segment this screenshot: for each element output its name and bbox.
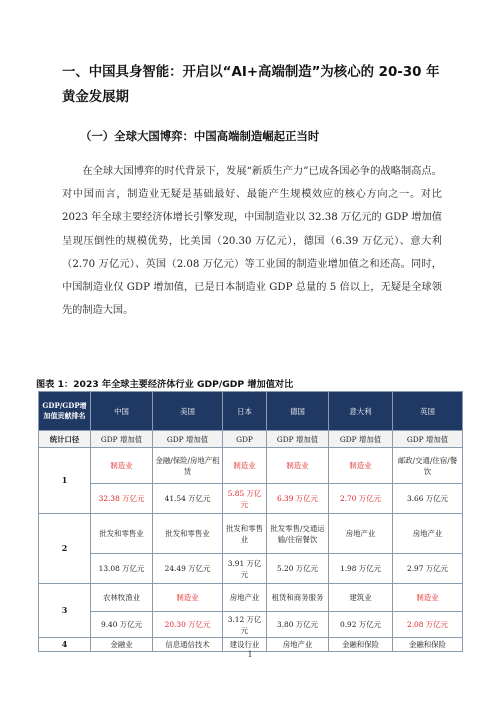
value-cell: 20.30 万亿元 bbox=[153, 612, 223, 638]
value-cell: 24.49 万亿元 bbox=[153, 554, 223, 584]
table-cell: GDP bbox=[223, 431, 267, 448]
sector-cell: 农林牧渔业 bbox=[91, 584, 153, 612]
table-row bbox=[39, 448, 463, 484]
header-china: 中国 bbox=[91, 392, 153, 431]
value-cell: 5.85 万亿元 bbox=[223, 484, 267, 514]
value-cell: 3.91 万亿元 bbox=[223, 554, 267, 584]
value-cell: 9.40 万亿元 bbox=[91, 612, 153, 638]
value-cell: 13.08 万亿元 bbox=[91, 554, 153, 584]
sector-cell: 批发零售/交通运输/住宿餐饮 bbox=[267, 514, 329, 554]
header-japan: 日本 bbox=[223, 392, 267, 431]
table-row bbox=[39, 554, 463, 584]
value-cell: 41.54 万亿元 bbox=[153, 484, 223, 514]
table-cell: GDP 增加值 bbox=[153, 431, 223, 448]
value-cell: 6.39 万亿元 bbox=[267, 484, 329, 514]
sector-cell: 制造业 bbox=[91, 448, 153, 484]
table-cell: GDP 增加值 bbox=[393, 431, 463, 448]
sector-cell: 房地产业 bbox=[223, 584, 267, 612]
sector-cell: 房地产业 bbox=[329, 514, 393, 554]
sector-cell: 金融业 bbox=[91, 638, 153, 652]
value-cell: 3.80 万亿元 bbox=[267, 612, 329, 638]
table-row bbox=[39, 514, 463, 554]
subsection-heading: （一）全球大国博弈：中国高端制造崛起正当时 bbox=[80, 129, 320, 143]
sector-cell: 制造业 bbox=[153, 584, 223, 612]
sector-cell: 租赁和商务服务 bbox=[267, 584, 329, 612]
value-cell: 32.38 万亿元 bbox=[91, 484, 153, 514]
sector-cell: 制造业 bbox=[267, 448, 329, 484]
value-cell: 3.12 万亿元 bbox=[223, 612, 267, 638]
sector-cell: 房地产业 bbox=[267, 638, 329, 652]
header-uk: 英国 bbox=[393, 392, 463, 431]
sector-cell: 制造业 bbox=[223, 448, 267, 484]
stat-basis-label: 统计口径 bbox=[39, 431, 91, 448]
table-row bbox=[39, 584, 463, 612]
table-cell: GDP 增加值 bbox=[267, 431, 329, 448]
sector-cell: 邮政/交通/住宿/餐饮 bbox=[393, 448, 463, 484]
header-italy: 意大利 bbox=[329, 392, 393, 431]
body-paragraph bbox=[62, 160, 442, 322]
table-row bbox=[39, 612, 463, 638]
rank-cell: 4 bbox=[39, 638, 91, 652]
value-cell: 2.70 万亿元 bbox=[329, 484, 393, 514]
section-heading: 一、中国具身智能：开启以“AI+高端制造”为核心的 20-30 年黄金发展期 bbox=[62, 65, 440, 105]
header-usa: 美国 bbox=[153, 392, 223, 431]
rank-cell: 2 bbox=[39, 514, 91, 584]
header-germany: 德国 bbox=[267, 392, 329, 431]
header-corner: GDP/GDP增加值贡献排名 bbox=[39, 392, 91, 431]
value-cell: 2.08 万亿元 bbox=[393, 612, 463, 638]
sector-cell: 制造业 bbox=[329, 448, 393, 484]
value-cell: 1.98 万亿元 bbox=[329, 554, 393, 584]
sector-cell: 批发和零售业 bbox=[153, 514, 223, 554]
table-cell: GDP 增加值 bbox=[91, 431, 153, 448]
table-caption: 图表 1：2023 年全球主要经济体行业 GDP/GDP 增加值对比 bbox=[36, 379, 294, 390]
value-cell: 2.97 万亿元 bbox=[393, 554, 463, 584]
table-row bbox=[39, 484, 463, 514]
table-cell: GDP 增加值 bbox=[329, 431, 393, 448]
value-cell: 3.66 万亿元 bbox=[393, 484, 463, 514]
sector-cell: 金融/保险/房地产租赁 bbox=[153, 448, 223, 484]
table-header-row bbox=[39, 392, 463, 431]
sector-cell: 批发和零售业 bbox=[223, 514, 267, 554]
sector-cell: 建筑业 bbox=[329, 584, 393, 612]
sector-cell: 建设行业 bbox=[223, 638, 267, 652]
rank-cell: 3 bbox=[39, 584, 91, 638]
sector-cell: 批发和零售业 bbox=[91, 514, 153, 554]
sector-cell: 信息通信技术 bbox=[153, 638, 223, 652]
sector-cell: 房地产业 bbox=[393, 514, 463, 554]
sector-cell: 金融和保险 bbox=[329, 638, 393, 652]
paragraph-text: 在全球大国博弈的时代背景下，发展“新质生产力”已成各国必争的战略制高点。对中国而言，制造业无疑是基础最好、最能产生规模效应的核心方向之一。对比 2023 年全球主要经济体增长引擎发现，中国制造业以 32.38 万亿元的 GDP 增加值呈现压倒性的规模优势，比美国（20.30 万亿元），德国（6.39 万亿元）、意大利（2.70 万亿元）、英国（2.08 万亿元）等工业国的制造业增加值之和还高。同时，中国制造业仅 GDP 增加值，已是日本制造业 GDP 总量的 5 倍以上，无疑是全球领先的制造大国。 bbox=[62, 166, 442, 317]
sector-cell: 金融和保险 bbox=[393, 638, 463, 652]
rank-cell: 1 bbox=[39, 448, 91, 514]
page-number: 1 bbox=[247, 650, 253, 659]
stat-basis-row bbox=[39, 431, 463, 448]
value-cell: 5.20 万亿元 bbox=[267, 554, 329, 584]
value-cell: 0.92 万亿元 bbox=[329, 612, 393, 638]
gdp-comparison-table bbox=[38, 391, 463, 652]
sector-cell: 制造业 bbox=[393, 584, 463, 612]
